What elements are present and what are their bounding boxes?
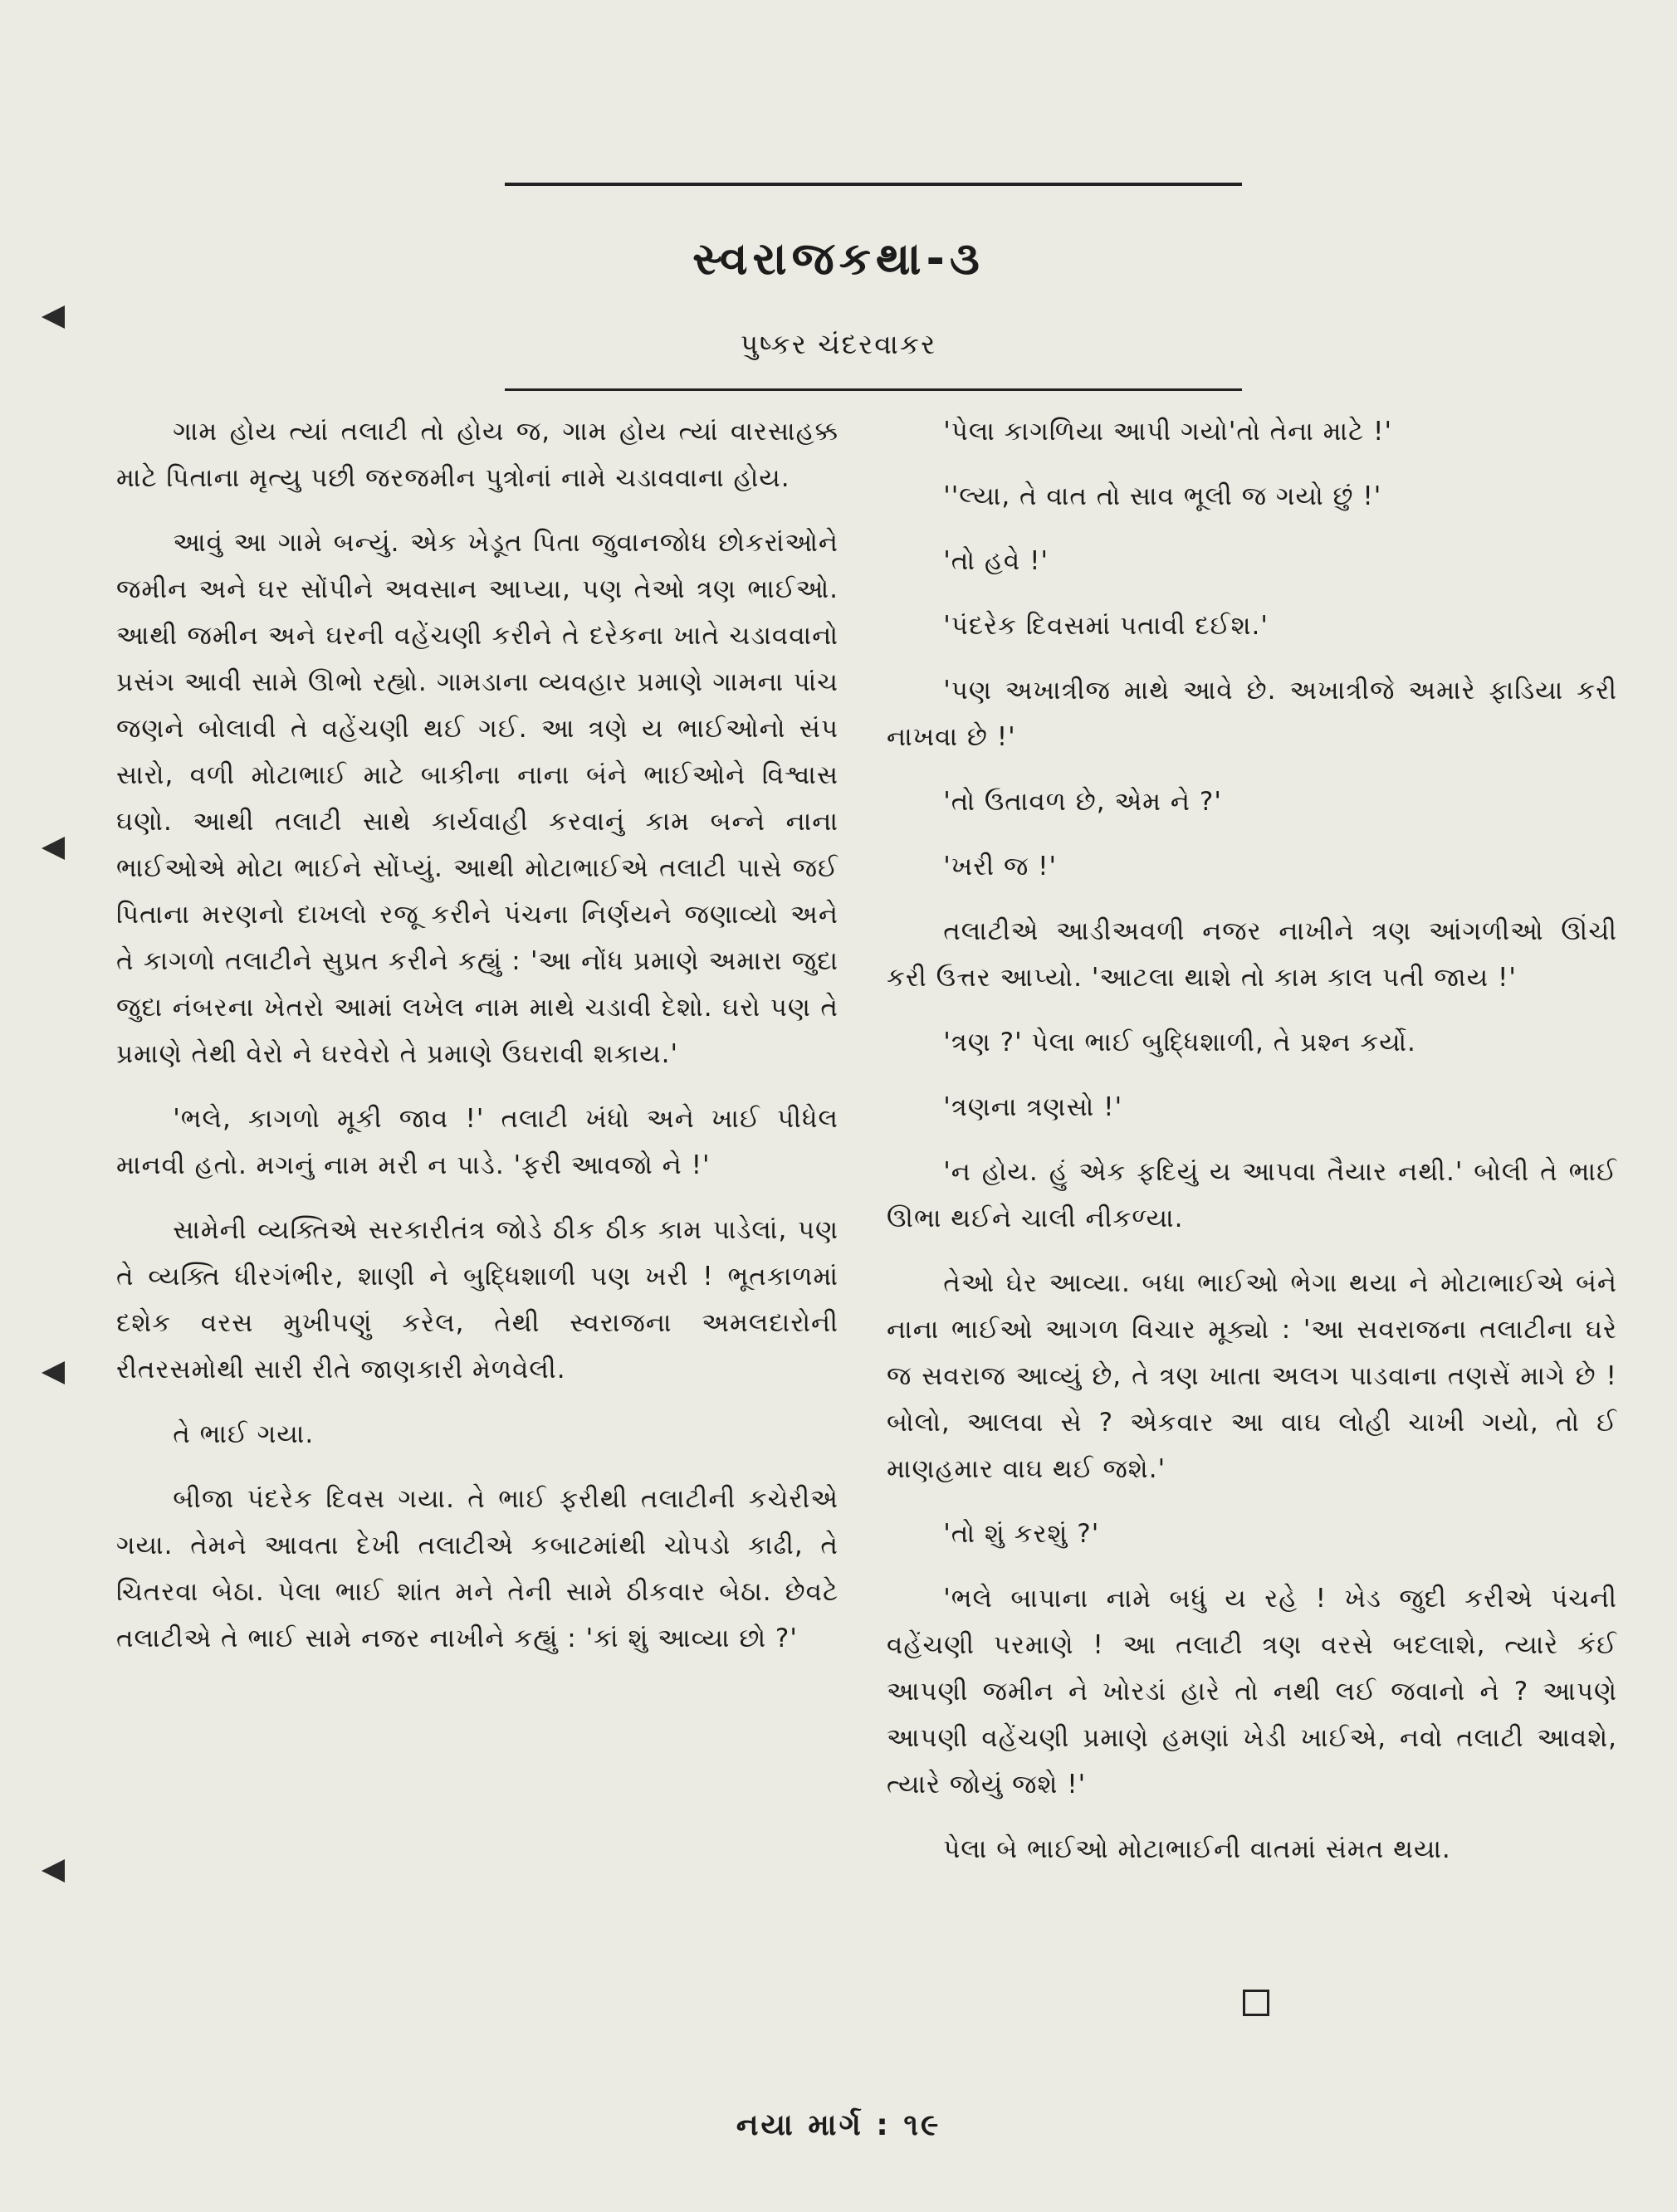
paragraph: 'ત્રણ ?' પેલા ભાઈ બુદ્ધિશાળી, તે પ્રશ્ન કર્યો.: [943, 1028, 1416, 1057]
paragraph: પેલા બે ભાઈઓ મોટાભાઈની વાતમાં સંમત થયા.: [943, 1834, 1451, 1864]
paragraph: 'ભલે, કાગળો મૂકી જાવ !' તલાટી ખંધો અને ખાઈ પીધેલ માનવી હતો. મગનું નામ મરી ન પાડે. 'ફરી આવજો ને !': [116, 1104, 838, 1180]
paragraph: તેઓ ઘેર આવ્યા. બધા ભાઈઓ ભેગા થયા ને મોટાભાઈએ બંને નાના ભાઈઓ આગળ વિચાર મૂક્યો : 'આ સવરાજના તલાટીના ઘરે જ સવરાજ આવ્યું છે, તે ત્રણ ખાતા અલગ પાડવાના તણસેં માગે છે ! બોલો, આલવા સે ? એકવાર આ વાઘ લોહી ચાખી ગયો, તો ઈ માણહમાર વાઘ થઈ જશે.': [887, 1268, 1617, 1484]
article-author: પુષ્કર ચંદરવાકર: [740, 328, 937, 360]
right-column: [887, 408, 1617, 1891]
paragraph: આવું આ ગામે બન્યું. એક ખેડૂત પિતા જુવાનજોધ છોકરાંઓને જમીન અને ઘર સોંપીને અવસાન આપ્યા, પણ તેઓ ત્રણ ભાઈઓ. આથી જમીન અને ઘરની વહેંચણી કરીને તે દરેકના ખાતે ચડાવવાનો પ્રસંગ આવી સામે ઊભો રહ્યો. ગામડાના વ્યવહાર પ્રમાણે ગામના પાંચ જણને બોલાવી તે વહેંચણી થઈ ગઈ. આ ત્રણે ય ભાઈઓનો સંપ સારો, વળી મોટાભાઈ માટે બાકીના નાના બંને ભાઈઓને વિશ્વાસ ઘણો. આથી તલાટી સાથે કાર્યવાહી કરવાનું કામ બન્ને નાના ભાઈઓએ મોટા ભાઈને સોંપ્યું. આથી મોટાભાઈએ તલાટી પાસે જઈ પિતાના મરણનો દાખલો રજૂ કરીને પંચના નિર્ણયને જણાવ્યો અને તે કાગળો તલાટીને સુપ્રત કરીને કહ્યું : 'આ નોંધ પ્રમાણે અમારા જુદા જુદા નંબરના ખેતરો આમાં લખેલ નામ માથે ચડાવી દેશો. ઘરો પણ તે પ્રમાણે તેથી વેરો ને ઘરવેરો તે પ્રમાણે ઉઘરાવી શકાય.': [116, 528, 838, 1069]
paragraph: 'તો શું કરશું ?': [943, 1519, 1100, 1549]
end-of-article-mark: [1243, 1990, 1269, 2016]
top-rule: [505, 183, 1242, 186]
binding-hole-mark: [42, 305, 65, 329]
paragraph: 'ભલે બાપાના નામે બધું ય રહે ! ખેડ જુદી કરીએ પંચની વહેંચણી પરમાણે ! આ તલાટી ત્રણ વરસે બદલાશે, ત્યારે કંઈ આપણી જમીન ને ખોરડાં હારે તો નથી લઈ જવાનો ને ? આપણે આપણી વહેંચણી પ્રમાણે હમણાં ખેડી ખાઈએ, નવો તલાટી આવશે, ત્યારે જોયું જશે !': [887, 1584, 1617, 1799]
paragraph: ''લ્યા, તે વાત તો સાવ ભૂલી જ ગયો છું !': [943, 481, 1382, 511]
paragraph: બીજા પંદરેક દિવસ ગયા. તે ભાઈ ફરીથી તલાટીની કચેરીએ ગયા. તેમને આવતા દેખી તલાટીએ કબાટમાંથી ચોપડો કાઢી, તે ચિતરવા બેઠા. પેલા ભાઈ શાંત મને તેની સામે ઠીકવાર બેઠા. છેવટે તલાટીએ તે ભાઈ સામે નજર નાખીને કહ્યું : 'કાં શું આવ્યા છો ?': [116, 1484, 838, 1653]
paragraph: ગામ હોય ત્યાં તલાટી તો હોય જ, ગામ હોય ત્યાં વારસાહક્ક માટે પિતાના મૃત્યુ પછી જરજમીન પુત્રોનાં નામે ચડાવવાના હોય.: [116, 417, 838, 493]
page-footer: નયા માર્ગ : ૧૯: [736, 2108, 941, 2142]
paragraph: 'પણ અખાત્રીજ માથે આવે છે. અખાત્રીજે અમારે ફાડિયા કરી નાખવા છે !': [887, 676, 1617, 752]
paragraph: તલાટીએ આડીઅવળી નજર નાખીને ત્રણ આંગળીઓ ઊંચી કરી ઉત્તર આપ્યો. 'આટલા થાશે તો કામ કાલ પતી જાય !': [887, 916, 1617, 993]
binding-hole-mark: [42, 837, 65, 860]
paragraph: 'ન હોય. હું એક ફદિયું ય આપવા તૈયાર નથી.' બોલી તે ભાઈ ઊભા થઈને ચાલી નીકળ્યા.: [887, 1157, 1617, 1233]
binding-hole-mark: [42, 1859, 65, 1882]
paragraph: સામેની વ્યક્તિએ સરકારીતંત્ર જોડે ઠીક ઠીક કામ પાડેલાં, પણ તે વ્યક્તિ ધીરગંભીર, શાણી ને બુદ્ધિશાળી પણ ખરી ! ભૂતકાળમાં દશેક વરસ મુખીપણું કરેલ, તેથી સ્વરાજના અમલદારોની રીતરસમોથી સારી રીતે જાણકારી મેળવેલી.: [116, 1215, 838, 1384]
author-rule: [505, 388, 1242, 391]
paragraph: તે ભાઈ ગયા.: [173, 1419, 315, 1449]
binding-hole-mark: [42, 1361, 65, 1384]
paragraph: 'ખરી જ !': [943, 852, 1058, 881]
article-title: સ્વરાજકથા-૩: [692, 232, 985, 285]
paragraph: 'તો ઉતાવળ છે, એમ ને ?': [943, 787, 1222, 817]
paragraph: 'પંદરેક દિવસમાં પતાવી દઈશ.': [943, 611, 1269, 641]
paragraph: 'પેલા કાગળિયા આપી ગયો'તો તેના માટે !': [943, 417, 1392, 447]
paragraph: 'તો હવે !': [943, 546, 1049, 576]
paragraph: 'ત્રણના ત્રણસો !': [943, 1092, 1123, 1122]
left-column: [116, 408, 838, 1680]
